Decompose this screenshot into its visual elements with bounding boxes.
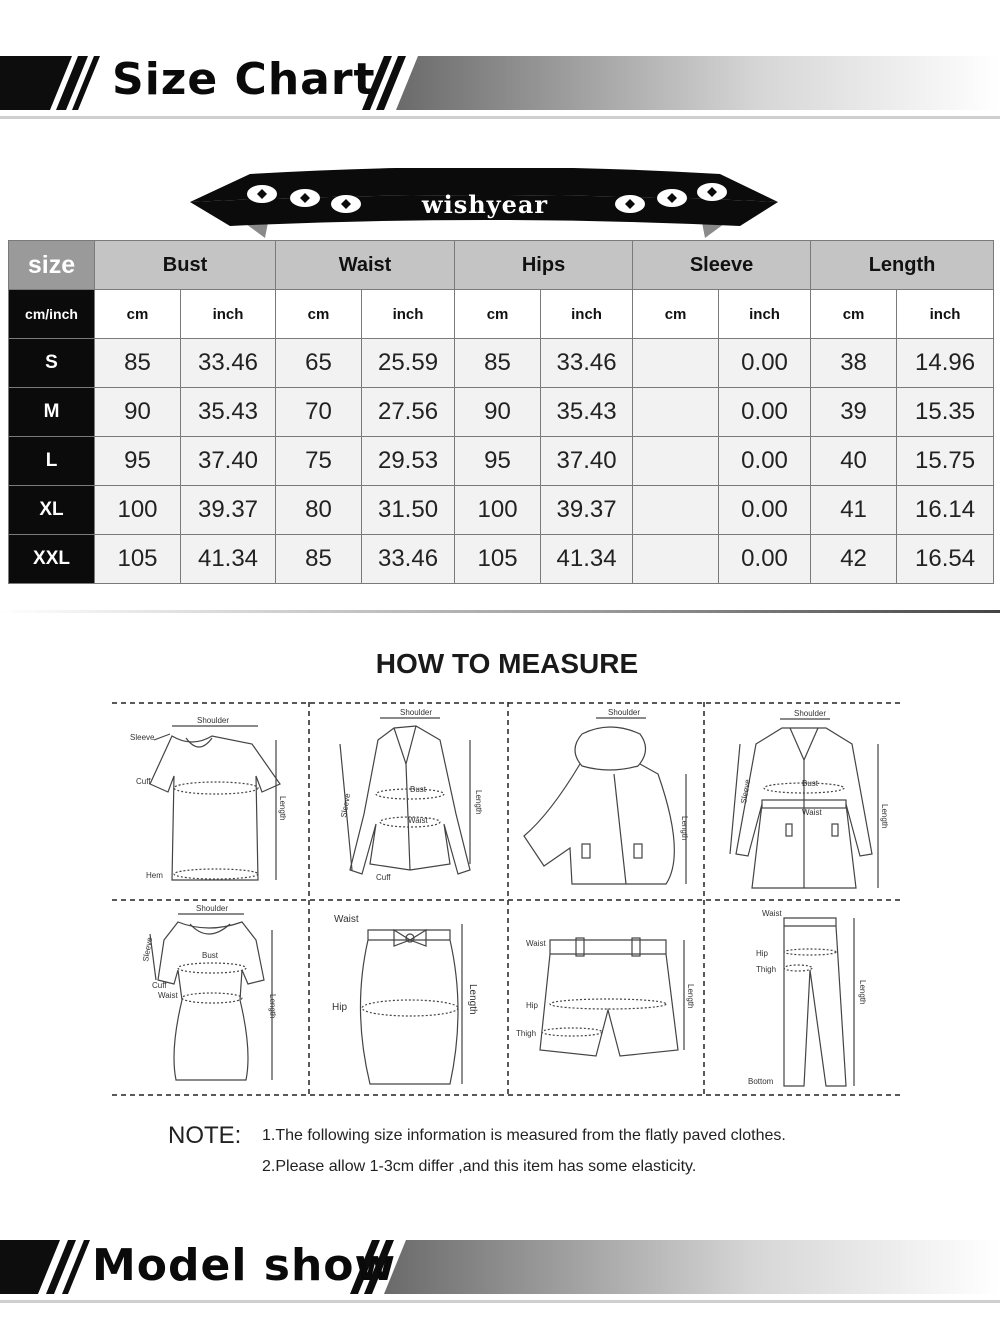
- table-cell: 15.75: [897, 437, 994, 486]
- sleeve-label: Sleeve: [141, 936, 155, 963]
- size-label: M: [9, 388, 95, 437]
- unit-cell: cm: [455, 290, 541, 339]
- table-cell: 29.53: [362, 437, 455, 486]
- table-cell: 15.35: [897, 388, 994, 437]
- section-divider: [0, 610, 1000, 613]
- size-row-s: [9, 339, 994, 388]
- sleeve-label: Sleeve: [339, 792, 353, 819]
- size-label: XL: [9, 486, 95, 535]
- unit-cell: cm: [95, 290, 181, 339]
- waist-label: Waist: [408, 816, 428, 825]
- bust-header: Bust: [95, 241, 276, 290]
- blazer-diagram: [310, 704, 506, 900]
- units-label: cm/inch: [9, 290, 95, 339]
- size-row-xxl: [9, 535, 994, 584]
- table-cell: 31.50: [362, 486, 455, 535]
- table-cell: 41.34: [541, 535, 633, 584]
- cuff-label: Cuff: [152, 981, 167, 990]
- table-cell: 75: [276, 437, 362, 486]
- waist-label: Waist: [334, 914, 359, 925]
- table-cell: 39.37: [541, 486, 633, 535]
- bust-label: Bust: [202, 951, 219, 960]
- length-label: Length: [474, 790, 483, 815]
- table-cell: 65: [276, 339, 362, 388]
- dress-diagram: [112, 900, 308, 1096]
- waist-header: Waist: [276, 241, 455, 290]
- table-cell: 0.00: [719, 486, 811, 535]
- shoulder-label: Shoulder: [794, 709, 827, 718]
- length-label: Length: [278, 796, 287, 821]
- length-label: Length: [880, 804, 889, 829]
- table-header-row: [9, 241, 994, 290]
- unit-cell: inch: [181, 290, 276, 339]
- sleeve-label: Sleeve: [130, 733, 155, 742]
- tshirt-diagram: [112, 704, 308, 900]
- table-cell: 0.00: [719, 388, 811, 437]
- size-chart-banner: [0, 50, 1000, 122]
- waist-label: Waist: [526, 939, 546, 948]
- how-to-measure-title: HOW TO MEASURE: [375, 648, 639, 679]
- table-cell: [633, 339, 719, 388]
- table-cell: 16.54: [897, 535, 994, 584]
- size-label: XXL: [9, 535, 95, 584]
- bust-label: Bust: [802, 779, 819, 788]
- table-cell: 16.14: [897, 486, 994, 535]
- table-cell: 85: [95, 339, 181, 388]
- waist-label: Waist: [158, 991, 178, 1000]
- table-cell: [633, 437, 719, 486]
- unit-cell: inch: [541, 290, 633, 339]
- bust-label: Bust: [410, 785, 427, 794]
- shoulder-label: Shoulder: [608, 708, 641, 717]
- table-cell: 25.59: [362, 339, 455, 388]
- table-cell: 90: [95, 388, 181, 437]
- length-label: Length: [686, 984, 695, 1009]
- table-cell: 100: [95, 486, 181, 535]
- length-label: Length: [680, 816, 689, 841]
- sleeve-header: Sleeve: [633, 241, 811, 290]
- measure-diagram-grid: [112, 702, 902, 1096]
- unit-cell: inch: [719, 290, 811, 339]
- shoulder-label: Shoulder: [400, 708, 433, 717]
- table-cell: 0.00: [719, 437, 811, 486]
- hips-header: Hips: [455, 241, 633, 290]
- model-show-title: Model show: [92, 1240, 397, 1291]
- table-cell: 41: [811, 486, 897, 535]
- table-cell: 33.46: [362, 535, 455, 584]
- unit-cell: inch: [362, 290, 455, 339]
- table-cell: 100: [455, 486, 541, 535]
- unit-cell: cm: [811, 290, 897, 339]
- waist-label: Waist: [802, 808, 822, 817]
- table-cell: 39.37: [181, 486, 276, 535]
- size-label: L: [9, 437, 95, 486]
- size-row-m: [9, 388, 994, 437]
- hip-label: Hip: [332, 1002, 348, 1013]
- table-cell: 41.34: [181, 535, 276, 584]
- table-cell: 85: [455, 339, 541, 388]
- cuff-label: Cuff: [136, 777, 151, 786]
- skirt-diagram: [310, 900, 506, 1096]
- size-column-header: size: [9, 241, 95, 290]
- table-cell: [633, 388, 719, 437]
- length-label: Length: [858, 980, 867, 1005]
- shoulder-label: Shoulder: [197, 716, 230, 725]
- thigh-label: Thigh: [516, 1029, 537, 1038]
- table-cell: 35.43: [181, 388, 276, 437]
- note-line-1: 1.The following size information is measured from the flatly paved clothes.: [262, 1127, 786, 1144]
- length-label: Length: [467, 984, 478, 1015]
- table-cell: 39: [811, 388, 897, 437]
- table-cell: 38: [811, 339, 897, 388]
- sleeve-label: Sleeve: [739, 778, 753, 805]
- coat-diagram: [706, 704, 902, 900]
- table-cell: 42: [811, 535, 897, 584]
- units-row: [9, 290, 994, 339]
- brand-name: wishyear: [421, 190, 549, 219]
- pants-diagram: [706, 900, 902, 1096]
- waist-label: Waist: [762, 909, 782, 918]
- model-show-banner: [0, 1236, 1000, 1308]
- table-cell: 105: [95, 535, 181, 584]
- table-cell: [633, 535, 719, 584]
- hip-label: Hip: [526, 1001, 539, 1010]
- table-cell: 80: [276, 486, 362, 535]
- table-cell: 27.56: [362, 388, 455, 437]
- shorts-diagram: [510, 900, 706, 1096]
- hem-label: Hem: [146, 871, 163, 880]
- length-label: Length: [268, 994, 277, 1019]
- hip-label: Hip: [756, 949, 769, 958]
- table-cell: 14.96: [897, 339, 994, 388]
- table-cell: 37.40: [541, 437, 633, 486]
- table-cell: 35.43: [541, 388, 633, 437]
- bottom-label: Bottom: [748, 1077, 774, 1086]
- table-cell: 95: [95, 437, 181, 486]
- cape-diagram: [510, 704, 706, 900]
- table-cell: 95: [455, 437, 541, 486]
- table-cell: 33.46: [181, 339, 276, 388]
- unit-cell: cm: [633, 290, 719, 339]
- table-cell: 0.00: [719, 535, 811, 584]
- cuff-label: Cuff: [376, 873, 391, 882]
- thigh-label: Thigh: [756, 965, 777, 974]
- table-cell: 0.00: [719, 339, 811, 388]
- table-cell: 105: [455, 535, 541, 584]
- table-cell: 33.46: [541, 339, 633, 388]
- size-row-l: [9, 437, 994, 486]
- size-table: [8, 240, 994, 584]
- table-cell: 37.40: [181, 437, 276, 486]
- note-line-2: 2.Please allow 1-3cm differ ,and this item has some elasticity.: [262, 1158, 697, 1175]
- unit-cell: inch: [897, 290, 994, 339]
- table-cell: [633, 486, 719, 535]
- length-header: Length: [811, 241, 994, 290]
- unit-cell: cm: [276, 290, 362, 339]
- table-cell: 90: [455, 388, 541, 437]
- note-label: NOTE:: [168, 1122, 242, 1149]
- shoulder-label: Shoulder: [196, 904, 229, 913]
- brand-ribbon: [190, 168, 780, 242]
- size-label: S: [9, 339, 95, 388]
- size-row-xl: [9, 486, 994, 535]
- table-cell: 40: [811, 437, 897, 486]
- table-cell: 70: [276, 388, 362, 437]
- table-cell: 85: [276, 535, 362, 584]
- size-chart-title: Size Chart: [112, 54, 376, 105]
